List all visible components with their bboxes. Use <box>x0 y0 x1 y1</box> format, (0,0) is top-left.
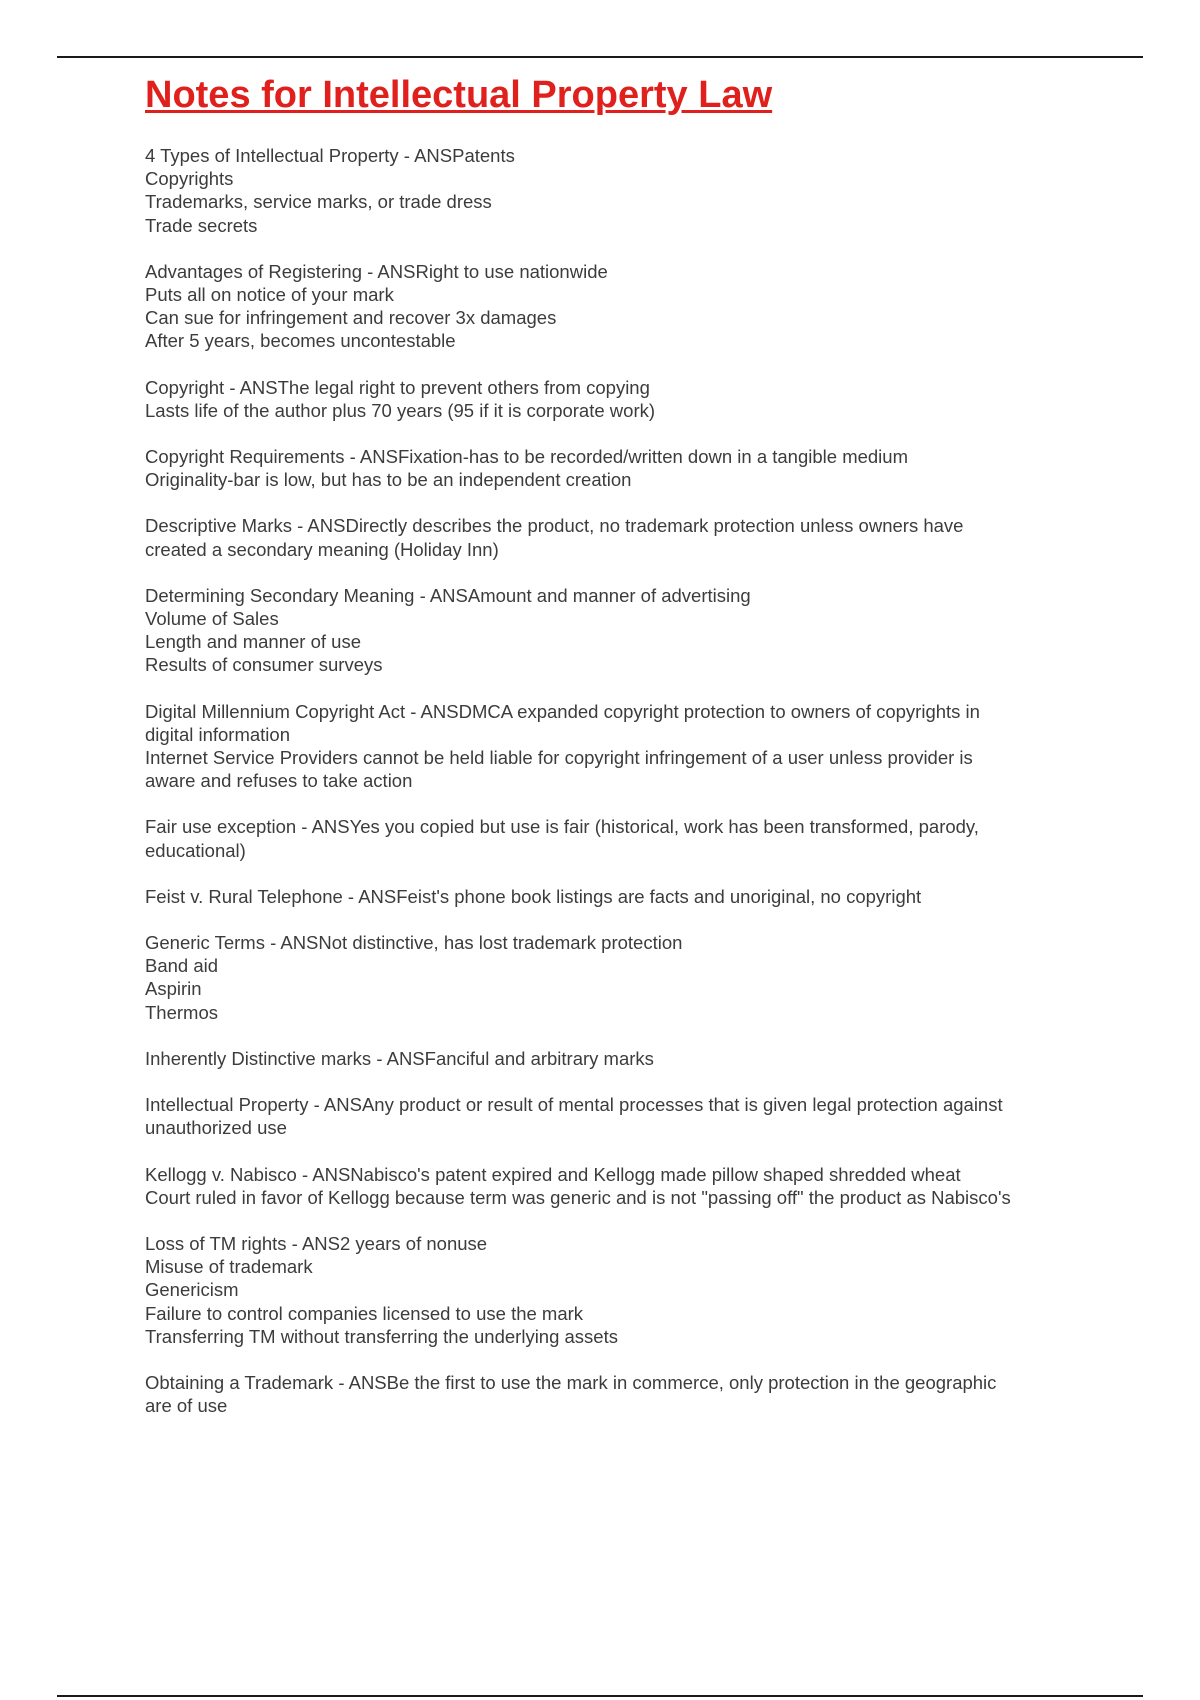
note-entry <box>145 144 1090 237</box>
note-line: Court ruled in favor of Kellogg because term was generic and is not "passing off" the product as Nabisco's <box>145 1186 1011 1208</box>
note-line: educational) <box>145 839 246 861</box>
note-line: Generic Terms - ANSNot distinctive, has lost trademark protection <box>145 932 683 954</box>
note-line: Descriptive Marks - ANSDirectly describes the product, no trademark protection unless owners have <box>145 515 964 537</box>
note-line: Volume of Sales <box>145 608 279 630</box>
note-entry <box>145 1093 1090 1139</box>
note-line: Results of consumer surveys <box>145 654 383 676</box>
note-entry <box>145 376 1090 422</box>
note-entry <box>145 584 1090 677</box>
note-line: 4 Types of Intellectual Property - ANSPatents <box>145 145 515 166</box>
note-entry <box>145 931 1090 1024</box>
note-line: digital information <box>145 723 290 745</box>
top-rule <box>57 56 1143 58</box>
note-line: Advantages of Registering - ANSRight to use nationwide <box>145 260 608 282</box>
note-line: Trade secrets <box>145 214 258 236</box>
note-entry <box>145 815 1090 861</box>
note-line: Can sue for infringement and recover 3x damages <box>145 307 557 329</box>
note-line: Trademarks, service marks, or trade dress <box>145 191 492 213</box>
note-entry <box>145 700 1090 793</box>
note-line: Kellogg v. Nabisco - ANSNabisco's patent expired and Kellogg made pillow shaped shredded wheat <box>145 1163 961 1185</box>
note-line: Failure to control companies licensed to use the mark <box>145 1302 584 1324</box>
note-line: Fair use exception - ANSYes you copied but use is fair (historical, work has been transformed, parody, <box>145 816 979 838</box>
note-line: Length and manner of use <box>145 631 361 653</box>
document-body <box>145 72 1090 1440</box>
note-entry <box>145 1232 1090 1348</box>
document-title: Notes for Intellectual Property Law <box>145 74 773 116</box>
note-line: Inherently Distinctive marks - ANSFanciful and arbitrary marks <box>145 1047 654 1069</box>
note-line: are of use <box>145 1395 228 1417</box>
note-line: aware and refuses to take action <box>145 770 413 792</box>
note-entry <box>145 260 1090 353</box>
note-line: Copyrights <box>145 168 234 190</box>
note-entry <box>145 1163 1090 1209</box>
note-line: Aspirin <box>145 978 202 1000</box>
note-line: Intellectual Property - ANSAny product or result of mental processes that is given legal protection against <box>145 1094 1003 1116</box>
note-line: Obtaining a Trademark - ANSBe the first to use the mark in commerce, only protection in the geographic <box>145 1371 997 1393</box>
note-line: Puts all on notice of your mark <box>145 284 394 306</box>
note-line: Thermos <box>145 1001 218 1023</box>
note-line: Copyright Requirements - ANSFixation-has to be recorded/written down in a tangible medium <box>145 446 908 468</box>
note-entry <box>145 1047 1090 1070</box>
note-line: Feist v. Rural Telephone - ANSFeist's phone book listings are facts and unoriginal, no copyright <box>145 885 922 907</box>
note-line: unauthorized use <box>145 1117 287 1139</box>
note-entry <box>145 885 1090 908</box>
note-entry <box>145 514 1090 560</box>
note-line: Originality-bar is low, but has to be an independent creation <box>145 469 632 491</box>
note-line: created a secondary meaning (Holiday Inn) <box>145 538 499 560</box>
note-line: Band aid <box>145 955 219 977</box>
note-line: Copyright - ANSThe legal right to prevent others from copying <box>145 376 650 398</box>
note-entry <box>145 1371 1090 1417</box>
note-line: Internet Service Providers cannot be held liable for copyright infringement of a user unless provider is <box>145 747 973 769</box>
note-line: Determining Secondary Meaning - ANSAmount and manner of advertising <box>145 584 751 606</box>
note-line: After 5 years, becomes uncontestable <box>145 330 456 352</box>
note-line: Transferring TM without transferring the underlying assets <box>145 1325 618 1347</box>
note-line: Digital Millennium Copyright Act - ANSDMCA expanded copyright protection to owners of copyrights in <box>145 700 980 722</box>
note-line: Loss of TM rights - ANS2 years of nonuse <box>145 1232 488 1254</box>
note-line: Genericism <box>145 1279 239 1301</box>
note-entry <box>145 445 1090 491</box>
note-line: Lasts life of the author plus 70 years (95 if it is corporate work) <box>145 399 656 421</box>
note-line: Misuse of trademark <box>145 1256 313 1278</box>
bottom-rule <box>57 1695 1143 1697</box>
